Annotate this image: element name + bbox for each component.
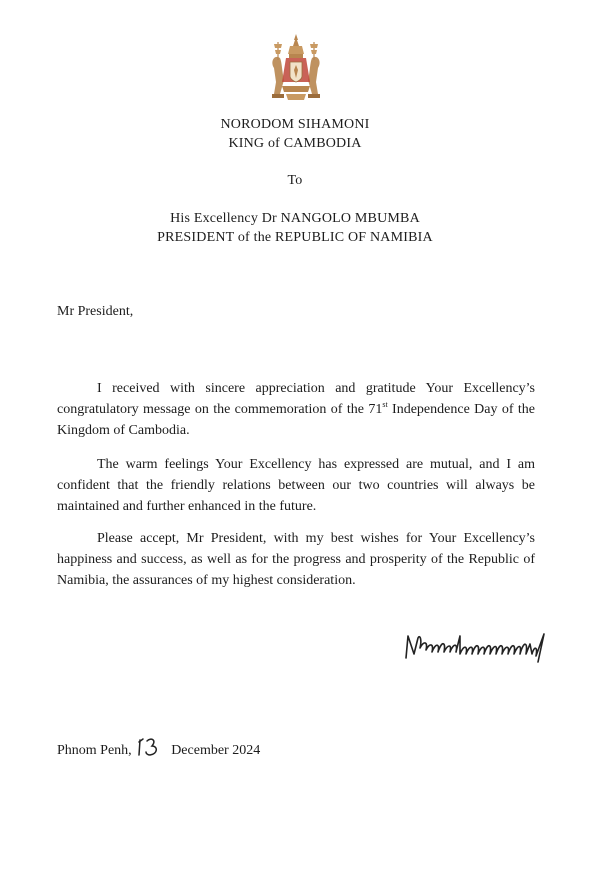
royal-crest-logo <box>264 32 328 104</box>
recipient-name: His Excellency Dr NANGOLO MBUMBA <box>170 211 420 226</box>
dateline-month-year: December 2024 <box>171 743 261 758</box>
recipient-title: PRESIDENT of the REPUBLIC OF NAMIBIA <box>157 230 433 245</box>
dateline <box>57 736 260 759</box>
sender-name: NORODOM SIHAMONI <box>220 117 370 132</box>
salutation: Mr President, <box>57 304 134 319</box>
paragraph-3: Please accept, Mr President, with my best wishes for Your Excellency’s happiness and success, as well as for the progress and prosperity of the Republic of Namibia, the assurances of my highest consideration. <box>57 531 535 588</box>
paragraph-1-text-end: Independence Day of the Kingdom of Cambodia. <box>57 402 535 438</box>
paragraph-1-text: I received with sincere appreciation and gratitude Your Excellency’s congratulatory message on the commemoration of the 71 <box>57 381 535 417</box>
handwritten-signature <box>398 628 558 664</box>
to-label: To <box>287 173 303 188</box>
ordinal-suffix: st <box>382 400 388 409</box>
paragraph-1 <box>57 378 535 441</box>
dateline-place: Phnom Penh, <box>57 743 132 758</box>
sender-title: KING of CAMBODIA <box>228 136 362 151</box>
handwritten-day <box>134 736 166 758</box>
paragraph-2: The warm feelings Your Excellency has expressed are mutual, and I am confident that the friendly relations between our two countries will always be maintained and further enhanced in the future. <box>57 457 535 514</box>
